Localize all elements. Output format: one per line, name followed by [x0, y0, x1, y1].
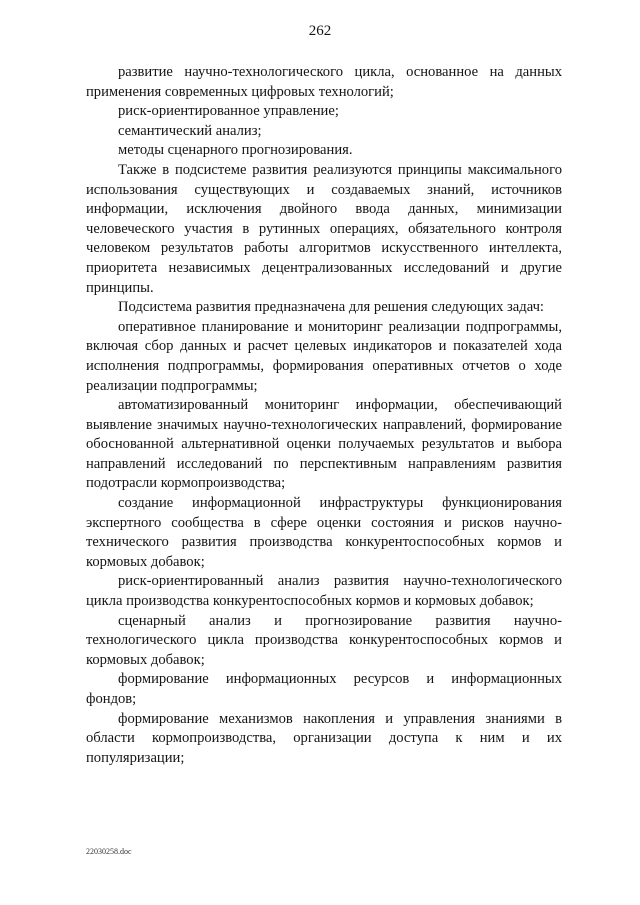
- list-item: развитие научно-технологического цикла, основанное на данных применения современных цифровых технологий;: [86, 64, 562, 100]
- paragraph: Также в подсистеме развития реализуются принципы максимального использования существующих и создаваемых знаний, источников информации, исключения двойного ввода данных, минимизации человеческого участия в рутинных операциях, обязательного контроля человеком результатов работы алгоритмов искусственного интеллекта, приоритета независимых децентрализованных исследований и другие принципы.: [86, 161, 562, 296]
- page-number: 262: [308, 23, 332, 39]
- list-item: создание информационной инфраструктуры функционирования экспертного сообщества в сфере оценки состояния и рисков научно-технического развития производства конкурентоспособных кормов и кормовых добавок;: [86, 495, 562, 570]
- list-item: формирование механизмов накопления и управления знаниями в области кормопроизводства, организации доступа к ним и их популяризации;: [86, 710, 562, 766]
- document-body: [86, 63, 562, 768]
- list-item: оперативное планирование и мониторинг реализации подпрограммы, включая сбор данных и расчет целевых индикаторов и показателей хода исполнения подпрограммы, формирования оперативных отчетов о ходе реализации подпрограммы;: [86, 318, 562, 394]
- list-item: автоматизированный мониторинг информации, обеспечивающий выявление значимых научно-технологических направлений, формирование обоснованной альтернативной оценки получаемых результатов и выбора направлений исследований по перспективным направлениям развития подотрасли кормопроизводства;: [86, 397, 562, 492]
- list-item: методы сценарного прогнозирования.: [118, 142, 353, 159]
- list-item: риск-ориентированный анализ развития научно-технологического цикла производства конкурентоспособных кормов и кормовых добавок;: [86, 573, 562, 610]
- list-item: риск-ориентированное управление;: [118, 103, 339, 120]
- list-item: сценарный анализ и прогнозирование развития научно-технологического цикла производства конкурентоспособных кормов и кормовых добавок;: [86, 612, 562, 668]
- document-code: 22030258.doc: [86, 847, 132, 856]
- list-item: семантический анализ;: [118, 122, 262, 139]
- paragraph: Подсистема развития предназначена для решения следующих задач:: [118, 299, 544, 316]
- list-item: формирование информационных ресурсов и информационных фондов;: [86, 671, 562, 707]
